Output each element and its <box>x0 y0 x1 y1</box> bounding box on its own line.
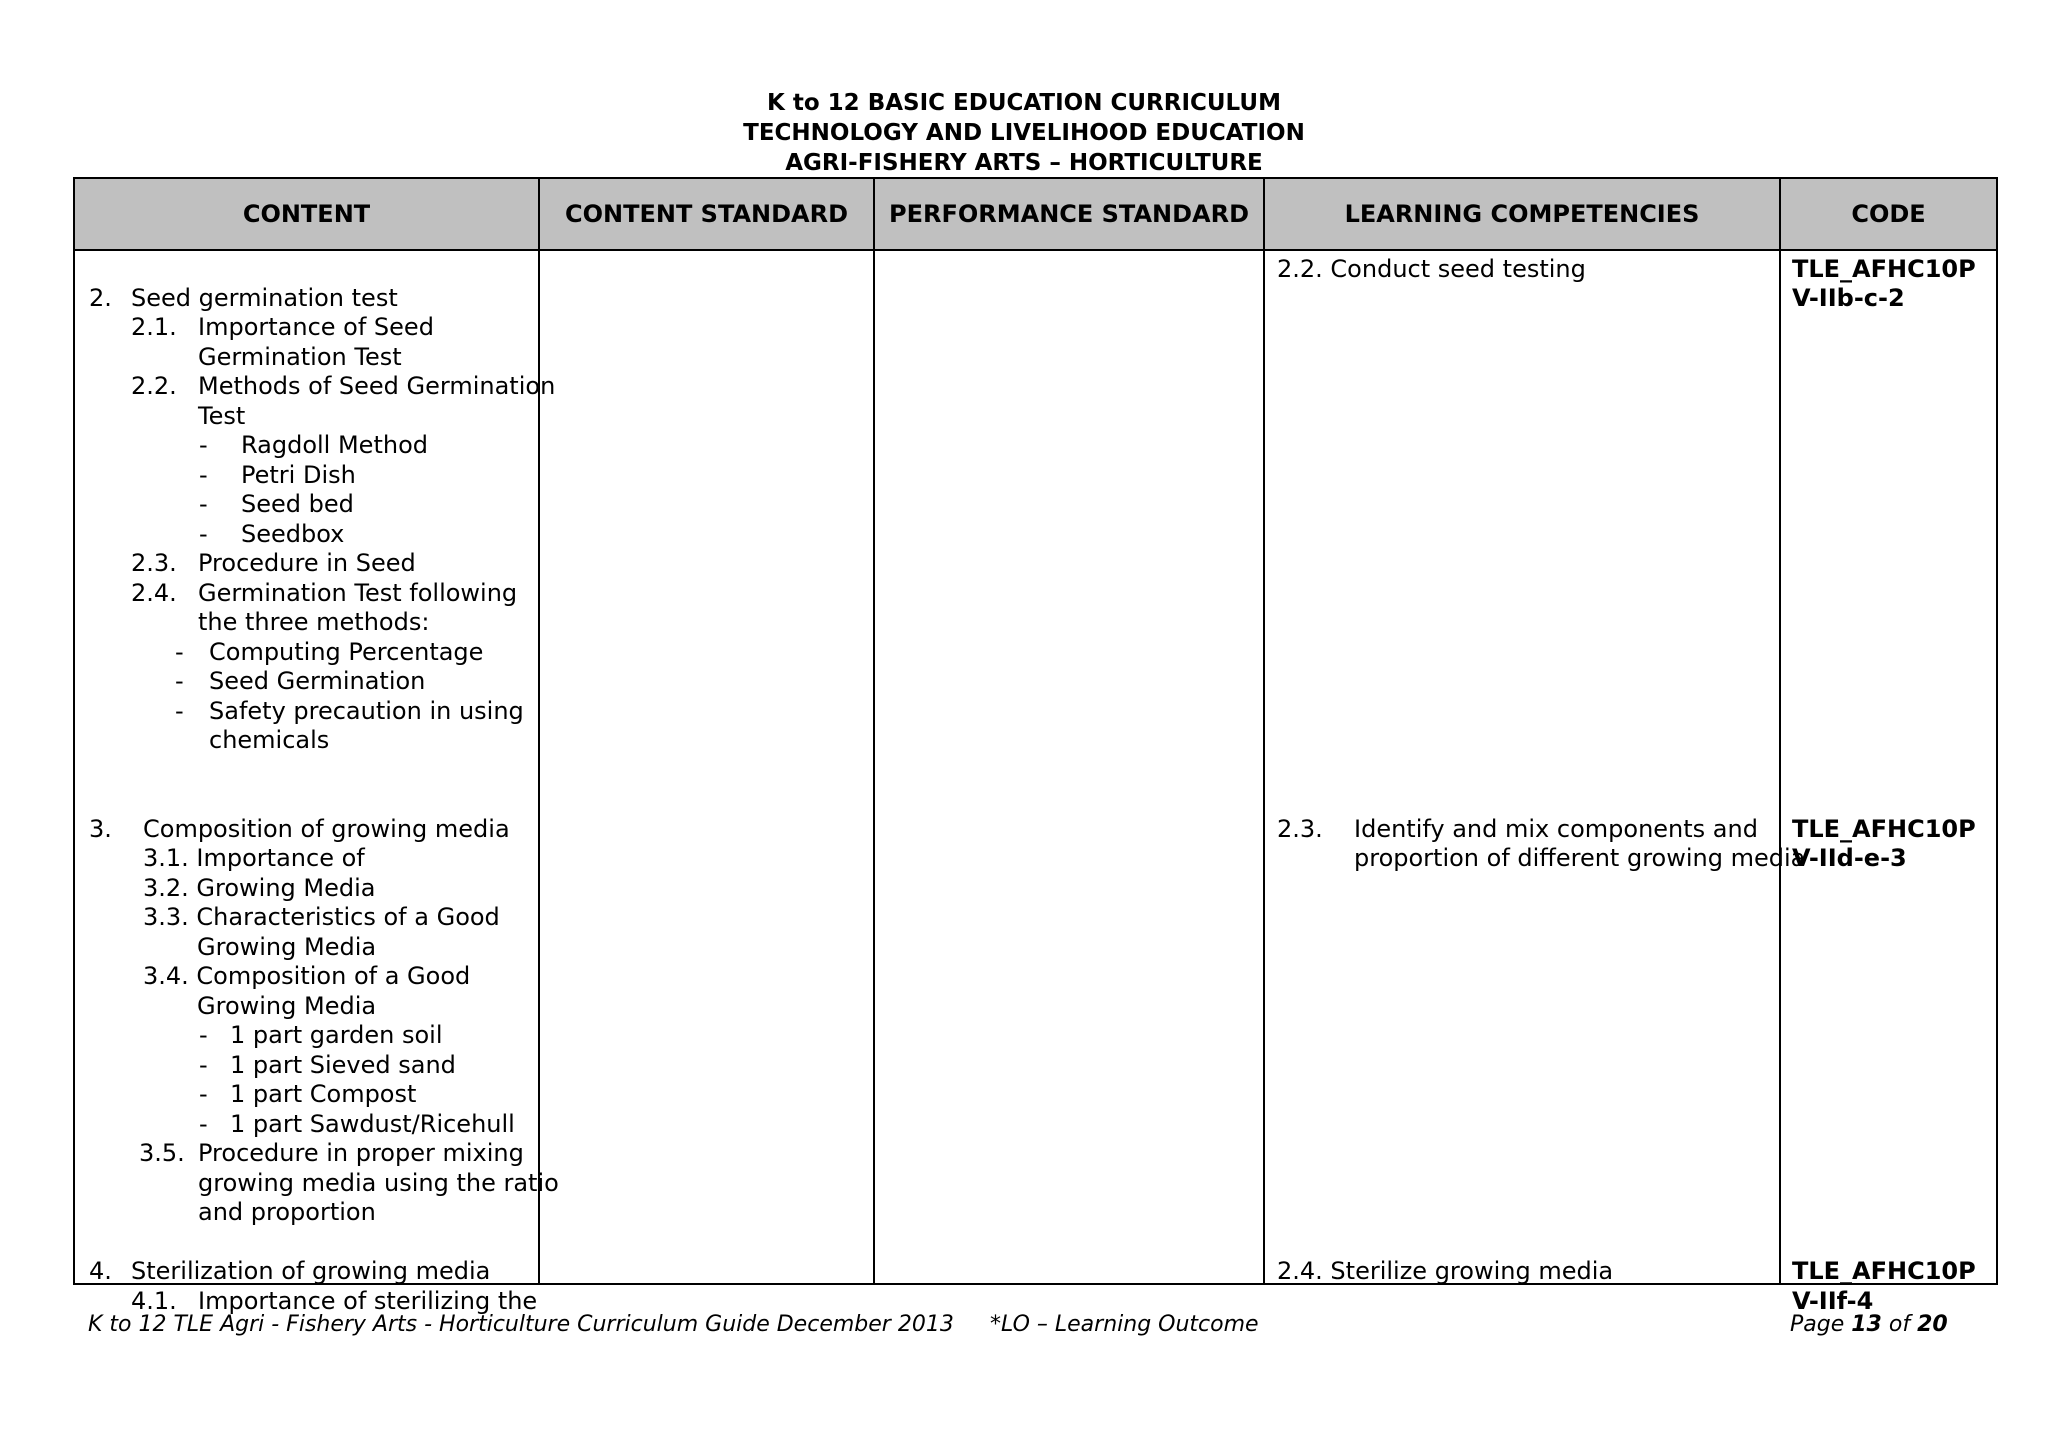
bullet-dash: - <box>199 1021 208 1049</box>
section-4-title: Sterilization of growing media <box>131 1257 491 1285</box>
item-2-1-line-1: Importance of Seed <box>198 313 434 341</box>
item-3-1: 3.1. Importance of <box>143 844 365 872</box>
bullet-dash: - <box>199 1110 208 1138</box>
method-ragdoll: Ragdoll Method <box>241 431 428 459</box>
document-header <box>0 88 2048 178</box>
part-sieved-sand: 1 part Sieved sand <box>230 1051 456 1079</box>
bullet-dash: - <box>199 1051 208 1079</box>
item-3-5-number: 3.5. <box>139 1139 185 1167</box>
competency-2-3-line-1: Identify and mix components and <box>1354 815 1758 843</box>
bullet-dash: - <box>199 461 208 489</box>
table-row <box>74 250 1997 1284</box>
col-header-content-standard: CONTENT STANDARD <box>539 178 874 250</box>
code-1-line-1: TLE_AFHC10P <box>1792 255 1976 283</box>
page-total: 20 <box>1917 1312 1948 1337</box>
section-2-number: 2. <box>89 284 112 312</box>
section-4-number: 4. <box>89 1257 112 1285</box>
code-2-line-2: V-IId-e-3 <box>1792 844 1907 872</box>
item-2-1-number: 2.1. <box>131 313 177 341</box>
item-4-1-text: Importance of sterilizing the <box>198 1287 538 1315</box>
item-2-3-number: 2.3. <box>131 549 177 577</box>
page-prefix: Page <box>1790 1312 1852 1337</box>
content-standard-cell <box>539 250 874 1284</box>
section-3-title: Composition of growing media <box>143 815 510 843</box>
section-3-number: 3. <box>89 815 112 843</box>
col-header-learning-competencies: LEARNING COMPETENCIES <box>1264 178 1780 250</box>
germination-safety-line-2: chemicals <box>209 726 330 754</box>
item-2-2-number: 2.2. <box>131 372 177 400</box>
item-3-4-line-2: Growing Media <box>197 992 377 1020</box>
item-3-4-line-1: 3.4. Composition of a Good <box>143 962 471 990</box>
item-2-4-line-2: the three methods: <box>198 608 430 636</box>
page-of: of <box>1881 1312 1918 1337</box>
learning-competencies-cell <box>1264 250 1806 1285</box>
code-3-line-1: TLE_AFHC10P <box>1792 1257 1976 1285</box>
germination-seed: Seed Germination <box>209 667 426 695</box>
method-seedbox: Seedbox <box>241 520 345 548</box>
bullet-dash: - <box>175 638 184 666</box>
col-header-performance-standard: PERFORMANCE STANDARD <box>874 178 1264 250</box>
item-3-3-line-1: 3.3. Characteristics of a Good <box>143 903 500 931</box>
competency-2-2: 2.2. Conduct seed testing <box>1277 255 1586 283</box>
bullet-dash: - <box>175 667 184 695</box>
curriculum-table <box>73 177 1998 1315</box>
method-petri-dish: Petri Dish <box>241 461 356 489</box>
item-2-2-line-2: Test <box>198 402 246 430</box>
item-2-1-line-2: Germination Test <box>198 343 402 371</box>
footer-lo-note: *LO – Learning Outcome <box>990 1312 1259 1337</box>
footer-guide-title: K to 12 TLE Agri - Fishery Arts - Horticulture Curriculum Guide December 2013 <box>88 1312 954 1337</box>
col-header-code: CODE <box>1780 178 1997 250</box>
item-2-4-number: 2.4. <box>131 579 177 607</box>
competency-2-3-line-2: proportion of different growing media <box>1354 844 1806 872</box>
part-compost: 1 part Compost <box>230 1080 417 1108</box>
header-line-1: K to 12 BASIC EDUCATION CURRICULUM <box>767 90 1281 116</box>
item-3-5-line-3: and proportion <box>198 1198 376 1226</box>
performance-standard-cell <box>874 250 1264 1284</box>
bullet-dash: - <box>199 520 208 548</box>
header-line-2: TECHNOLOGY AND LIVELIHOOD EDUCATION <box>743 120 1305 146</box>
col-header-content: CONTENT <box>74 178 539 250</box>
item-3-5-line-1: Procedure in proper mixing <box>198 1139 524 1167</box>
code-1-line-2: V-IIb-c-2 <box>1792 284 1905 312</box>
germination-computing: Computing Percentage <box>209 638 484 666</box>
bullet-dash: - <box>199 431 208 459</box>
item-2-4-line-1: Germination Test following <box>198 579 518 607</box>
bullet-dash: - <box>175 697 184 725</box>
item-4-1-number: 4.1. <box>131 1287 177 1315</box>
item-3-5-line-2: growing media using the ratio <box>198 1169 559 1197</box>
competency-2-3-number: 2.3. <box>1277 815 1323 843</box>
code-3-line-2: V-IIf-4 <box>1792 1287 1874 1315</box>
item-2-3-text: Procedure in Seed <box>198 549 416 577</box>
footer-page-number <box>1790 1312 1948 1337</box>
item-3-2: 3.2. Growing Media <box>143 874 376 902</box>
bullet-dash: - <box>199 1080 208 1108</box>
bullet-dash: - <box>199 490 208 518</box>
content-cell <box>74 250 559 1315</box>
part-garden-soil: 1 part garden soil <box>230 1021 443 1049</box>
germination-safety-line-1: Safety precaution in using <box>209 697 524 725</box>
part-sawdust: 1 part Sawdust/Ricehull <box>230 1110 515 1138</box>
item-3-3-line-2: Growing Media <box>197 933 377 961</box>
section-2-title: Seed germination test <box>131 284 398 312</box>
code-cell <box>1780 250 1997 1315</box>
table-header-row <box>74 178 1997 250</box>
item-2-2-line-1: Methods of Seed Germination <box>198 372 556 400</box>
code-2-line-1: TLE_AFHC10P <box>1792 815 1976 843</box>
header-line-3: AGRI-FISHERY ARTS – HORTICULTURE <box>785 150 1263 176</box>
competency-2-4: 2.4. Sterilize growing media <box>1277 1257 1614 1285</box>
method-seed-bed: Seed bed <box>241 490 354 518</box>
page-current: 13 <box>1851 1312 1882 1337</box>
